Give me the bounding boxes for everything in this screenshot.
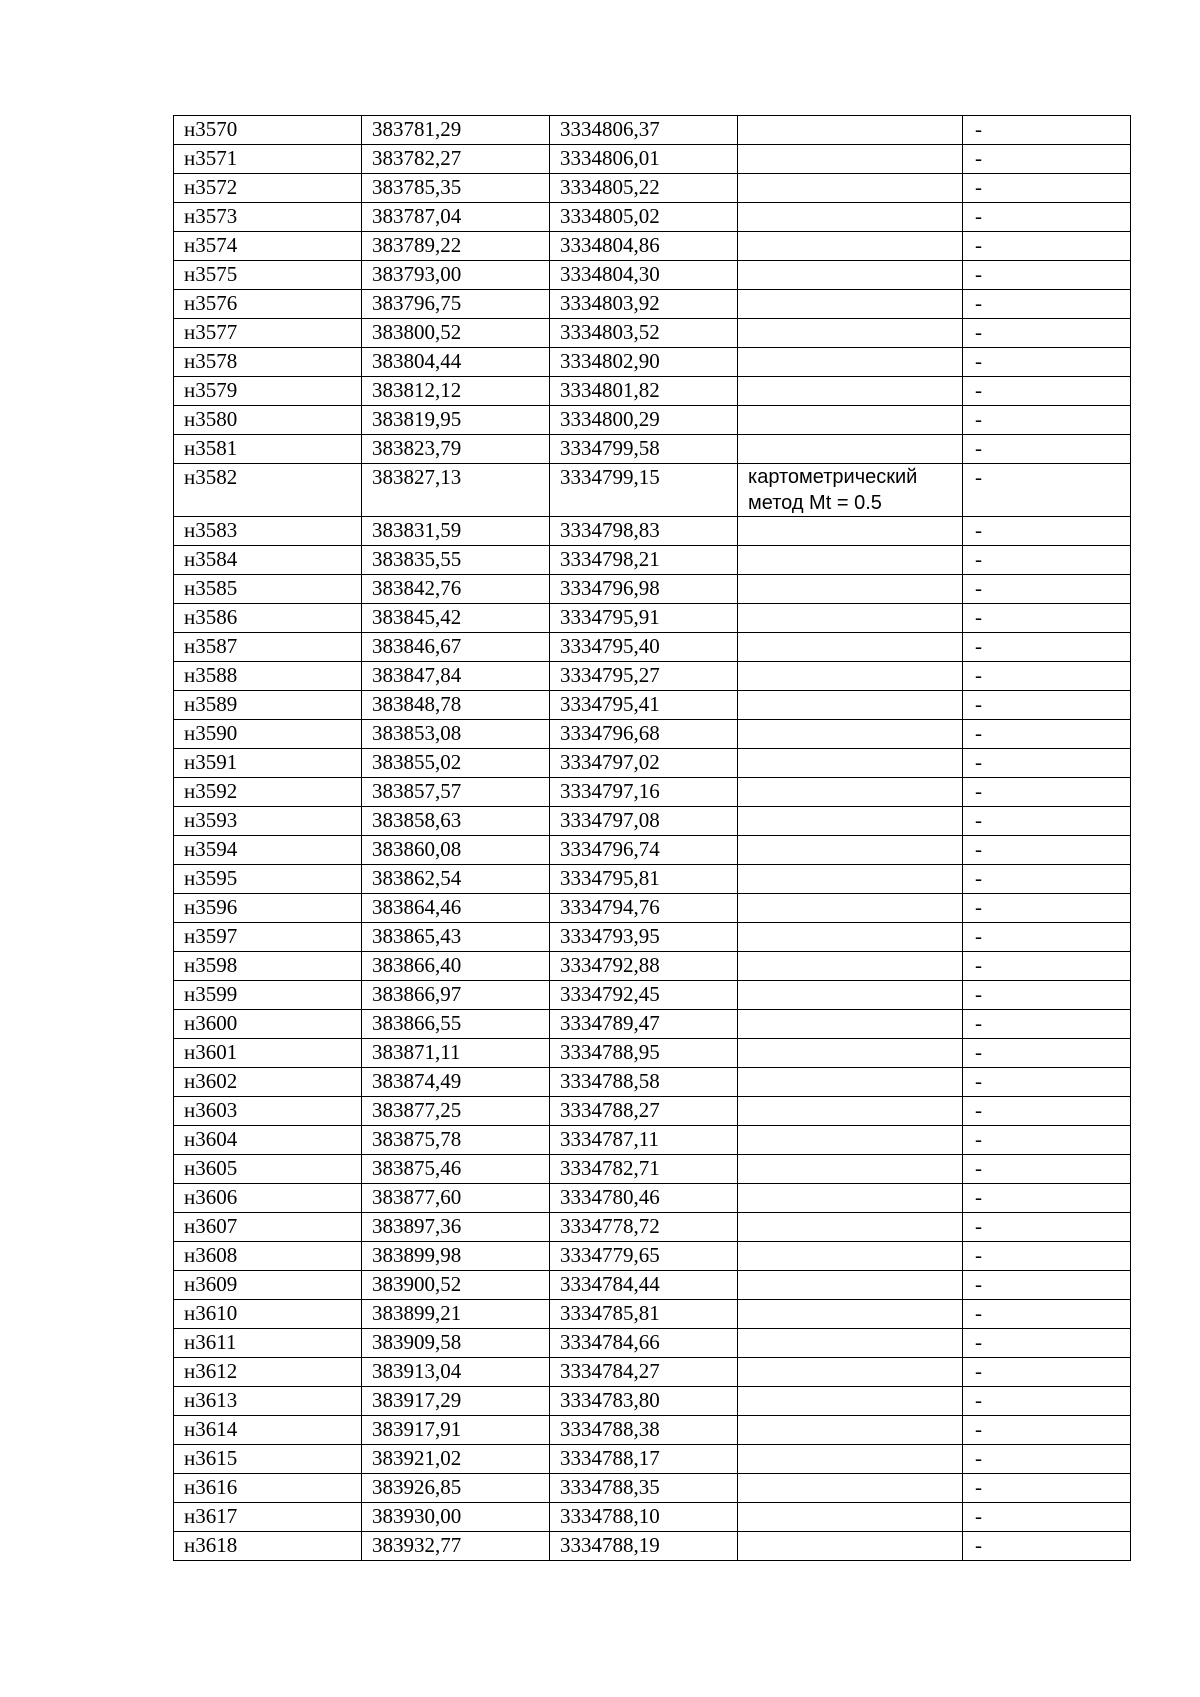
y-coordinate-cell: 3334785,81 [550, 1300, 738, 1329]
method-cell [738, 749, 963, 778]
extra-cell: - [963, 1242, 1131, 1271]
table-row [174, 1184, 1131, 1213]
x-coordinate-cell: 383812,12 [362, 377, 550, 406]
point-number-cell: н3597 [174, 923, 362, 952]
point-number-cell: н3608 [174, 1242, 362, 1271]
method-cell [738, 894, 963, 923]
extra-cell: - [963, 720, 1131, 749]
y-coordinate-cell: 3334796,68 [550, 720, 738, 749]
extra-cell: - [963, 1213, 1131, 1242]
table-row [174, 662, 1131, 691]
table-row [174, 923, 1131, 952]
x-coordinate-cell: 383932,77 [362, 1532, 550, 1561]
x-coordinate-cell: 383853,08 [362, 720, 550, 749]
method-cell [738, 1271, 963, 1300]
extra-cell: - [963, 836, 1131, 865]
extra-cell: - [963, 517, 1131, 546]
y-coordinate-cell: 3334795,91 [550, 604, 738, 633]
point-number-cell: н3601 [174, 1039, 362, 1068]
table-row [174, 261, 1131, 290]
point-number-cell: н3583 [174, 517, 362, 546]
point-number-cell: н3609 [174, 1271, 362, 1300]
extra-cell: - [963, 377, 1131, 406]
x-coordinate-cell: 383865,43 [362, 923, 550, 952]
coordinates-table [173, 115, 1131, 1561]
table-row [174, 348, 1131, 377]
y-coordinate-cell: 3334794,76 [550, 894, 738, 923]
table-row [174, 1039, 1131, 1068]
y-coordinate-cell: 3334784,66 [550, 1329, 738, 1358]
y-coordinate-cell: 3334795,27 [550, 662, 738, 691]
point-number-cell: н3615 [174, 1445, 362, 1474]
method-cell [738, 633, 963, 662]
point-number-cell: н3591 [174, 749, 362, 778]
method-cell [738, 923, 963, 952]
extra-cell: - [963, 865, 1131, 894]
method-cell [738, 1010, 963, 1039]
table-row [174, 1097, 1131, 1126]
extra-cell: - [963, 348, 1131, 377]
method-cell [738, 145, 963, 174]
extra-cell: - [963, 1329, 1131, 1358]
y-coordinate-cell: 3334784,44 [550, 1271, 738, 1300]
table-row [174, 232, 1131, 261]
y-coordinate-cell: 3334806,01 [550, 145, 738, 174]
extra-cell: - [963, 894, 1131, 923]
coordinates-table-body [174, 116, 1131, 1561]
method-cell [738, 1532, 963, 1561]
point-number-cell: н3586 [174, 604, 362, 633]
point-number-cell: н3616 [174, 1474, 362, 1503]
method-cell [738, 546, 963, 575]
method-cell: картометрический метод Mt = 0.5 [738, 464, 963, 517]
extra-cell: - [963, 604, 1131, 633]
y-coordinate-cell: 3334805,02 [550, 203, 738, 232]
method-cell [738, 261, 963, 290]
extra-cell: - [963, 1097, 1131, 1126]
x-coordinate-cell: 383796,75 [362, 290, 550, 319]
method-cell [738, 1416, 963, 1445]
method-cell [738, 691, 963, 720]
point-number-cell: н3599 [174, 981, 362, 1010]
y-coordinate-cell: 3334792,45 [550, 981, 738, 1010]
x-coordinate-cell: 383866,97 [362, 981, 550, 1010]
point-number-cell: н3587 [174, 633, 362, 662]
y-coordinate-cell: 3334788,95 [550, 1039, 738, 1068]
method-cell [738, 778, 963, 807]
method-cell [738, 319, 963, 348]
table-row [174, 778, 1131, 807]
x-coordinate-cell: 383848,78 [362, 691, 550, 720]
x-coordinate-cell: 383845,42 [362, 604, 550, 633]
point-number-cell: н3570 [174, 116, 362, 145]
x-coordinate-cell: 383871,11 [362, 1039, 550, 1068]
point-number-cell: н3577 [174, 319, 362, 348]
y-coordinate-cell: 3334789,47 [550, 1010, 738, 1039]
x-coordinate-cell: 383875,46 [362, 1155, 550, 1184]
extra-cell: - [963, 691, 1131, 720]
table-row [174, 145, 1131, 174]
table-row [174, 865, 1131, 894]
point-number-cell: н3596 [174, 894, 362, 923]
method-cell [738, 1300, 963, 1329]
point-number-cell: н3574 [174, 232, 362, 261]
extra-cell: - [963, 290, 1131, 319]
method-cell [738, 517, 963, 546]
extra-cell: - [963, 749, 1131, 778]
method-cell [738, 575, 963, 604]
method-cell [738, 203, 963, 232]
method-cell [738, 116, 963, 145]
x-coordinate-cell: 383789,22 [362, 232, 550, 261]
x-coordinate-cell: 383926,85 [362, 1474, 550, 1503]
x-coordinate-cell: 383866,55 [362, 1010, 550, 1039]
table-row [174, 1329, 1131, 1358]
x-coordinate-cell: 383860,08 [362, 836, 550, 865]
y-coordinate-cell: 3334788,58 [550, 1068, 738, 1097]
table-row [174, 981, 1131, 1010]
x-coordinate-cell: 383787,04 [362, 203, 550, 232]
x-coordinate-cell: 383877,60 [362, 1184, 550, 1213]
point-number-cell: н3604 [174, 1126, 362, 1155]
point-number-cell: н3593 [174, 807, 362, 836]
method-cell [738, 1097, 963, 1126]
point-number-cell: н3590 [174, 720, 362, 749]
method-cell [738, 604, 963, 633]
table-row [174, 464, 1131, 517]
table-row [174, 290, 1131, 319]
table-row [174, 1126, 1131, 1155]
y-coordinate-cell: 3334784,27 [550, 1358, 738, 1387]
table-row [174, 1503, 1131, 1532]
extra-cell: - [963, 1503, 1131, 1532]
x-coordinate-cell: 383804,44 [362, 348, 550, 377]
y-coordinate-cell: 3334806,37 [550, 116, 738, 145]
table-row [174, 836, 1131, 865]
point-number-cell: н3594 [174, 836, 362, 865]
extra-cell: - [963, 807, 1131, 836]
x-coordinate-cell: 383917,29 [362, 1387, 550, 1416]
table-row [174, 174, 1131, 203]
table-row [174, 546, 1131, 575]
x-coordinate-cell: 383900,52 [362, 1271, 550, 1300]
table-row [174, 1445, 1131, 1474]
extra-cell: - [963, 1387, 1131, 1416]
method-cell [738, 807, 963, 836]
table-row [174, 633, 1131, 662]
y-coordinate-cell: 3334797,08 [550, 807, 738, 836]
point-number-cell: н3573 [174, 203, 362, 232]
y-coordinate-cell: 3334797,02 [550, 749, 738, 778]
table-row [174, 435, 1131, 464]
table-row [174, 377, 1131, 406]
point-number-cell: н3612 [174, 1358, 362, 1387]
point-number-cell: н3575 [174, 261, 362, 290]
table-row [174, 1010, 1131, 1039]
x-coordinate-cell: 383862,54 [362, 865, 550, 894]
table-row [174, 1155, 1131, 1184]
table-row [174, 116, 1131, 145]
point-number-cell: н3584 [174, 546, 362, 575]
table-row [174, 691, 1131, 720]
table-row [174, 807, 1131, 836]
y-coordinate-cell: 3334788,38 [550, 1416, 738, 1445]
table-row [174, 1300, 1131, 1329]
method-cell [738, 1039, 963, 1068]
x-coordinate-cell: 383793,00 [362, 261, 550, 290]
method-cell [738, 377, 963, 406]
extra-cell: - [963, 1416, 1131, 1445]
y-coordinate-cell: 3334799,15 [550, 464, 738, 517]
point-number-cell: н3592 [174, 778, 362, 807]
y-coordinate-cell: 3334796,98 [550, 575, 738, 604]
y-coordinate-cell: 3334795,40 [550, 633, 738, 662]
y-coordinate-cell: 3334780,46 [550, 1184, 738, 1213]
table-row [174, 894, 1131, 923]
point-number-cell: н3580 [174, 406, 362, 435]
table-row [174, 203, 1131, 232]
method-cell [738, 1068, 963, 1097]
extra-cell: - [963, 261, 1131, 290]
x-coordinate-cell: 383930,00 [362, 1503, 550, 1532]
extra-cell: - [963, 1445, 1131, 1474]
x-coordinate-cell: 383877,25 [362, 1097, 550, 1126]
point-number-cell: н3617 [174, 1503, 362, 1532]
extra-cell: - [963, 1126, 1131, 1155]
x-coordinate-cell: 383846,67 [362, 633, 550, 662]
point-number-cell: н3600 [174, 1010, 362, 1039]
table-row [174, 406, 1131, 435]
point-number-cell: н3589 [174, 691, 362, 720]
extra-cell: - [963, 1300, 1131, 1329]
y-coordinate-cell: 3334798,83 [550, 517, 738, 546]
x-coordinate-cell: 383842,76 [362, 575, 550, 604]
point-number-cell: н3603 [174, 1097, 362, 1126]
y-coordinate-cell: 3334797,16 [550, 778, 738, 807]
table-row [174, 1387, 1131, 1416]
extra-cell: - [963, 145, 1131, 174]
method-cell [738, 1329, 963, 1358]
x-coordinate-cell: 383913,04 [362, 1358, 550, 1387]
y-coordinate-cell: 3334788,27 [550, 1097, 738, 1126]
extra-cell: - [963, 116, 1131, 145]
y-coordinate-cell: 3334788,35 [550, 1474, 738, 1503]
point-number-cell: н3581 [174, 435, 362, 464]
extra-cell: - [963, 1271, 1131, 1300]
method-cell [738, 1242, 963, 1271]
table-row [174, 720, 1131, 749]
y-coordinate-cell: 3334800,29 [550, 406, 738, 435]
x-coordinate-cell: 383835,55 [362, 546, 550, 575]
method-cell [738, 1126, 963, 1155]
table-row [174, 1358, 1131, 1387]
table-row [174, 1068, 1131, 1097]
x-coordinate-cell: 383897,36 [362, 1213, 550, 1242]
extra-cell: - [963, 1474, 1131, 1503]
y-coordinate-cell: 3334798,21 [550, 546, 738, 575]
x-coordinate-cell: 383823,79 [362, 435, 550, 464]
x-coordinate-cell: 383857,57 [362, 778, 550, 807]
x-coordinate-cell: 383921,02 [362, 1445, 550, 1474]
table-row [174, 575, 1131, 604]
point-number-cell: н3571 [174, 145, 362, 174]
y-coordinate-cell: 3334787,11 [550, 1126, 738, 1155]
y-coordinate-cell: 3334803,52 [550, 319, 738, 348]
method-cell [738, 1503, 963, 1532]
method-cell [738, 406, 963, 435]
extra-cell: - [963, 1155, 1131, 1184]
x-coordinate-cell: 383866,40 [362, 952, 550, 981]
extra-cell: - [963, 435, 1131, 464]
table-row [174, 517, 1131, 546]
y-coordinate-cell: 3334802,90 [550, 348, 738, 377]
point-number-cell: н3614 [174, 1416, 362, 1445]
y-coordinate-cell: 3334795,41 [550, 691, 738, 720]
y-coordinate-cell: 3334804,86 [550, 232, 738, 261]
method-cell [738, 836, 963, 865]
extra-cell: - [963, 203, 1131, 232]
y-coordinate-cell: 3334793,95 [550, 923, 738, 952]
method-cell [738, 1213, 963, 1242]
x-coordinate-cell: 383819,95 [362, 406, 550, 435]
y-coordinate-cell: 3334799,58 [550, 435, 738, 464]
extra-cell: - [963, 406, 1131, 435]
x-coordinate-cell: 383899,21 [362, 1300, 550, 1329]
extra-cell: - [963, 1184, 1131, 1213]
method-cell [738, 1155, 963, 1184]
x-coordinate-cell: 383899,98 [362, 1242, 550, 1271]
point-number-cell: н3595 [174, 865, 362, 894]
x-coordinate-cell: 383874,49 [362, 1068, 550, 1097]
y-coordinate-cell: 3334792,88 [550, 952, 738, 981]
y-coordinate-cell: 3334795,81 [550, 865, 738, 894]
extra-cell: - [963, 952, 1131, 981]
table-row [174, 319, 1131, 348]
method-cell [738, 1184, 963, 1213]
method-cell [738, 435, 963, 464]
extra-cell: - [963, 923, 1131, 952]
x-coordinate-cell: 383800,52 [362, 319, 550, 348]
x-coordinate-cell: 383875,78 [362, 1126, 550, 1155]
point-number-cell: н3611 [174, 1329, 362, 1358]
y-coordinate-cell: 3334804,30 [550, 261, 738, 290]
extra-cell: - [963, 1532, 1131, 1561]
point-number-cell: н3610 [174, 1300, 362, 1329]
x-coordinate-cell: 383782,27 [362, 145, 550, 174]
method-cell [738, 1387, 963, 1416]
point-number-cell: н3598 [174, 952, 362, 981]
table-row [174, 1474, 1131, 1503]
x-coordinate-cell: 383831,59 [362, 517, 550, 546]
point-number-cell: н3607 [174, 1213, 362, 1242]
y-coordinate-cell: 3334801,82 [550, 377, 738, 406]
x-coordinate-cell: 383917,91 [362, 1416, 550, 1445]
extra-cell: - [963, 174, 1131, 203]
x-coordinate-cell: 383864,46 [362, 894, 550, 923]
table-row [174, 749, 1131, 778]
extra-cell: - [963, 1010, 1131, 1039]
extra-cell: - [963, 319, 1131, 348]
point-number-cell: н3579 [174, 377, 362, 406]
y-coordinate-cell: 3334782,71 [550, 1155, 738, 1184]
table-row [174, 1213, 1131, 1242]
point-number-cell: н3602 [174, 1068, 362, 1097]
method-cell [738, 865, 963, 894]
point-number-cell: н3585 [174, 575, 362, 604]
point-number-cell: н3576 [174, 290, 362, 319]
extra-cell: - [963, 662, 1131, 691]
extra-cell: - [963, 1039, 1131, 1068]
extra-cell: - [963, 778, 1131, 807]
method-cell [738, 981, 963, 1010]
y-coordinate-cell: 3334788,19 [550, 1532, 738, 1561]
y-coordinate-cell: 3334779,65 [550, 1242, 738, 1271]
extra-cell: - [963, 464, 1131, 517]
point-number-cell: н3588 [174, 662, 362, 691]
method-cell [738, 290, 963, 319]
extra-cell: - [963, 1068, 1131, 1097]
y-coordinate-cell: 3334803,92 [550, 290, 738, 319]
extra-cell: - [963, 546, 1131, 575]
method-cell [738, 720, 963, 749]
y-coordinate-cell: 3334788,10 [550, 1503, 738, 1532]
y-coordinate-cell: 3334796,74 [550, 836, 738, 865]
point-number-cell: н3606 [174, 1184, 362, 1213]
y-coordinate-cell: 3334805,22 [550, 174, 738, 203]
point-number-cell: н3618 [174, 1532, 362, 1561]
extra-cell: - [963, 1358, 1131, 1387]
extra-cell: - [963, 633, 1131, 662]
y-coordinate-cell: 3334788,17 [550, 1445, 738, 1474]
method-cell [738, 1474, 963, 1503]
table-row [174, 1416, 1131, 1445]
x-coordinate-cell: 383858,63 [362, 807, 550, 836]
method-cell [738, 348, 963, 377]
extra-cell: - [963, 575, 1131, 604]
x-coordinate-cell: 383855,02 [362, 749, 550, 778]
y-coordinate-cell: 3334778,72 [550, 1213, 738, 1242]
point-number-cell: н3605 [174, 1155, 362, 1184]
extra-cell: - [963, 232, 1131, 261]
table-row [174, 1532, 1131, 1561]
point-number-cell: н3578 [174, 348, 362, 377]
method-cell [738, 1445, 963, 1474]
x-coordinate-cell: 383827,13 [362, 464, 550, 517]
table-row [174, 1242, 1131, 1271]
point-number-cell: н3582 [174, 464, 362, 517]
method-cell [738, 232, 963, 261]
table-row [174, 604, 1131, 633]
method-cell [738, 662, 963, 691]
point-number-cell: н3572 [174, 174, 362, 203]
point-number-cell: н3613 [174, 1387, 362, 1416]
x-coordinate-cell: 383847,84 [362, 662, 550, 691]
method-cell [738, 952, 963, 981]
x-coordinate-cell: 383909,58 [362, 1329, 550, 1358]
y-coordinate-cell: 3334783,80 [550, 1387, 738, 1416]
x-coordinate-cell: 383781,29 [362, 116, 550, 145]
table-row [174, 952, 1131, 981]
extra-cell: - [963, 981, 1131, 1010]
method-cell [738, 1358, 963, 1387]
table-row [174, 1271, 1131, 1300]
x-coordinate-cell: 383785,35 [362, 174, 550, 203]
method-cell [738, 174, 963, 203]
